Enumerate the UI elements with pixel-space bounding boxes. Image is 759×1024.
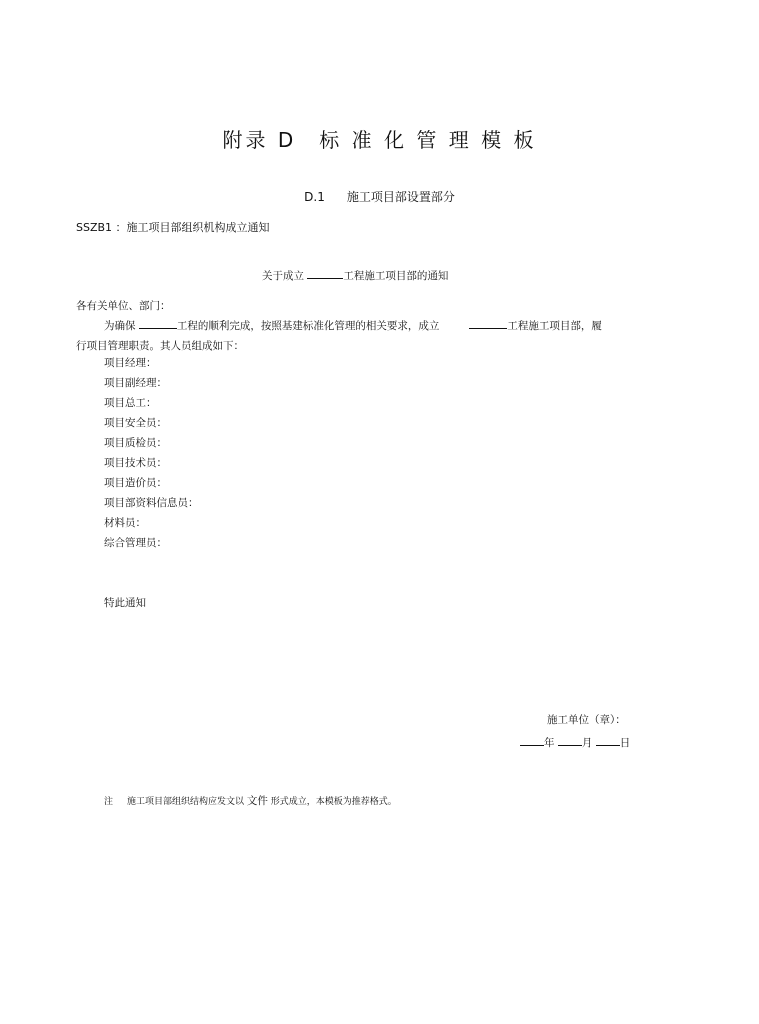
body-text-1: 为确保	[104, 320, 136, 332]
body-line-1	[104, 318, 602, 333]
list-item: 项目技术员：	[104, 457, 167, 469]
list-item: 项目副经理：	[104, 377, 167, 389]
section-number: D.1	[304, 190, 325, 204]
year-blank	[520, 735, 544, 746]
project-name-blank	[469, 318, 507, 329]
project-name-blank	[139, 318, 177, 329]
list-item: 综合管理员：	[104, 537, 167, 549]
form-code: SSZB1 ：施工项目部组织机构成立通知	[76, 221, 270, 234]
notice-title-post: 工程施工项目部的通知	[343, 270, 449, 282]
date-line	[520, 735, 630, 750]
page-title: 附录 D 标 准 化 管 理 模 板	[222, 128, 537, 152]
list-item: 项目造价员：	[104, 477, 167, 489]
month-blank	[558, 735, 582, 746]
notice-title	[262, 268, 448, 283]
day-label: 日	[619, 737, 631, 749]
signature-line: 施工单位（章）：	[547, 714, 626, 726]
day-blank	[596, 735, 620, 746]
body-text-3: 工程施工项目部，履	[507, 320, 602, 332]
body-line-2: 行项目管理职责。其人员组成如下：	[76, 340, 244, 352]
list-item: 材料员：	[104, 517, 146, 529]
list-item: 项目部资料信息员：	[104, 497, 199, 509]
footnote-label: 注	[104, 797, 114, 807]
footnote-text-2: 文件	[246, 795, 268, 807]
list-item: 项目安全员：	[104, 417, 167, 429]
list-item: 项目经理：	[104, 357, 157, 369]
footnote	[104, 793, 397, 808]
list-item: 项目总工：	[104, 397, 157, 409]
section-title: 施工项目部设置部分	[346, 190, 455, 204]
year-label: 年	[544, 737, 555, 749]
member-list	[104, 356, 199, 556]
closing-text: 特此通知	[104, 597, 146, 609]
project-name-blank	[307, 268, 343, 279]
footnote-text-3: 形式成立，本模板为推荐格式。	[270, 797, 397, 807]
section-heading	[0, 188, 759, 205]
footnote-text-1: 施工项目部组织结构应发文以	[127, 797, 245, 807]
month-label: 月	[581, 737, 593, 749]
notice-title-pre: 关于成立	[262, 270, 304, 282]
salutation: 各有关单位、部门：	[76, 300, 171, 312]
list-item: 项目质检员：	[104, 437, 167, 449]
body-text-2: 工程的顺利完成，按照基建标准化管理的相关要求，成立	[176, 320, 440, 332]
